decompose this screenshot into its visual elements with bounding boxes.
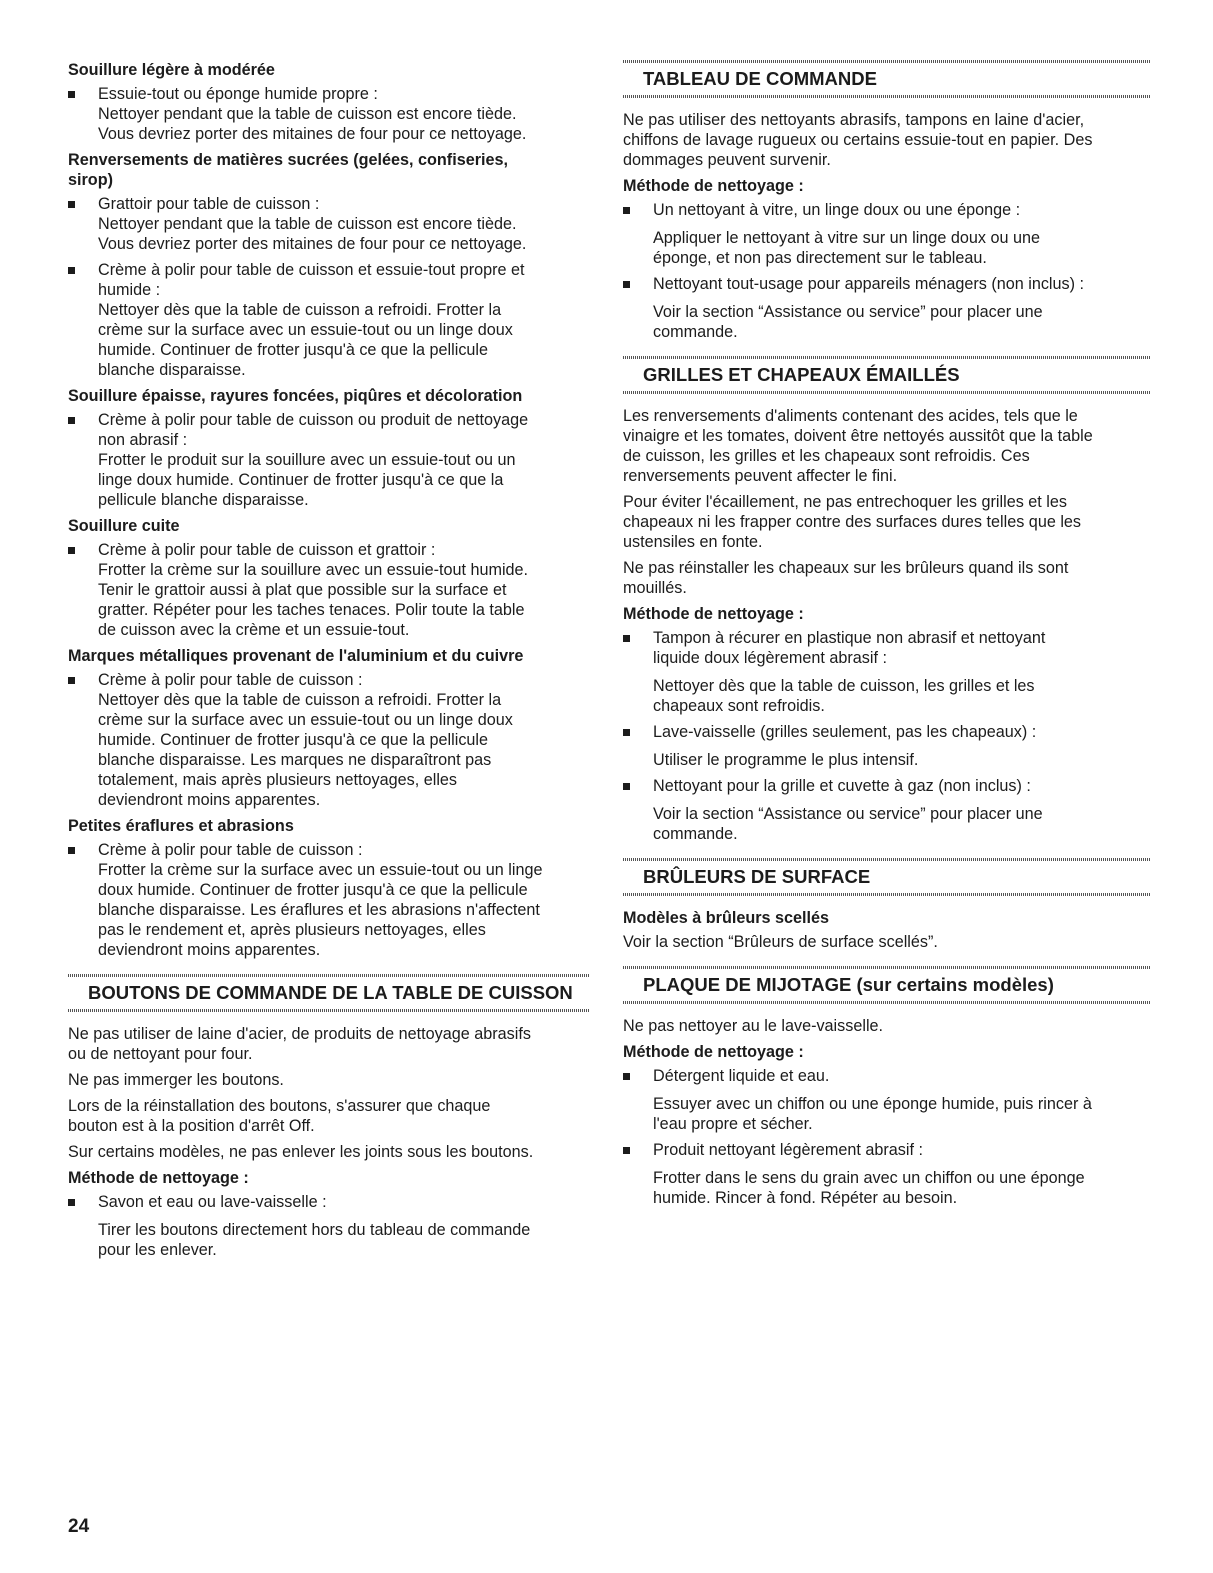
paragraph — [623, 558, 1150, 598]
right-column — [623, 60, 1150, 1214]
item-line: pellicule blanche disparaisse. — [98, 491, 309, 509]
paragraph-line: ustensiles en fonte. — [623, 533, 763, 551]
paragraph — [68, 1070, 590, 1090]
dotted-rule — [623, 95, 1150, 98]
item-line: Utiliser le programme le plus intensif. — [653, 751, 919, 769]
dotted-rule — [623, 391, 1150, 394]
paragraph-line: Sur certains modèles, ne pas enlever les joints sous les boutons. — [68, 1143, 534, 1161]
item-line: commande. — [653, 323, 738, 341]
paragraph-line: de cuisson, les grilles et les chapeaux sont refroidis. Ces — [623, 447, 1030, 465]
list-item — [68, 84, 590, 144]
section-title: GRILLES ET CHAPEAUX ÉMAILLÉS — [643, 364, 960, 385]
list-item — [623, 1066, 1150, 1086]
paragraph — [68, 1024, 590, 1064]
paragraph — [623, 110, 1150, 170]
item-line: Voir la section “Assistance ou service” pour placer une — [653, 303, 1043, 321]
item-line: Frotter le produit sur la souillure avec un essuie-tout ou un — [98, 451, 516, 469]
paragraph-line: vinaigre et les tomates, doivent être nettoyés aussitôt que la table — [623, 427, 1093, 445]
list-item — [68, 540, 590, 640]
section-title: PLAQUE DE MIJOTAGE (sur certains modèles) — [643, 974, 1054, 995]
dotted-rule — [68, 1009, 590, 1012]
item-line: Grattoir pour table de cuisson : — [98, 195, 320, 213]
paragraph-line: Pour éviter l'écaillement, ne pas entrechoquer les grilles et les — [623, 493, 1067, 511]
paragraph — [68, 1142, 590, 1162]
section-header — [623, 356, 1150, 394]
item-line: blanche disparaisse. — [98, 361, 246, 379]
item-line: l'eau propre et sécher. — [653, 1115, 813, 1133]
item-line: doux humide. Continuer de frotter jusqu'à ce que la pellicule — [98, 881, 528, 899]
section-header — [623, 858, 1150, 896]
paragraph — [623, 492, 1150, 552]
item-line: éponge, et non pas directement sur le tableau. — [653, 249, 987, 267]
list-item — [623, 776, 1150, 796]
item-body — [653, 302, 1150, 342]
item-body — [653, 750, 1150, 770]
item-body — [653, 228, 1150, 268]
list-item — [68, 840, 590, 960]
item-line: chapeaux sont refroidis. — [653, 697, 825, 715]
paragraph — [623, 1016, 1150, 1036]
item-body — [653, 1094, 1150, 1134]
item-label: Nettoyant tout-usage pour appareils ménagers (non inclus) : — [653, 275, 1085, 293]
method-heading: Méthode de nettoyage : — [623, 605, 804, 623]
subheading: Souillure épaisse, rayures foncées, piqûres et décoloration — [68, 387, 523, 405]
item-line: Frotter la crème sur la surface avec un essuie-tout ou un linge — [98, 861, 543, 879]
bullet-icon — [623, 635, 630, 642]
item-line: pas le rendement et, après plusieurs nettoyages, elles — [98, 921, 486, 939]
list-item — [68, 194, 590, 254]
section-title: BOUTONS DE COMMANDE DE LA TABLE DE CUISSON — [88, 982, 573, 1003]
paragraph-line: chiffons de lavage rugueux ou certains essuie-tout en papier. Des — [623, 131, 1093, 149]
item-body — [98, 1220, 590, 1260]
item-line: blanche disparaisse. Les marques ne disparaîtront pas — [98, 751, 492, 769]
list-item — [623, 1140, 1150, 1160]
item-label: Savon et eau ou lave-vaisselle : — [98, 1193, 327, 1211]
subheading-line: Renversements de matières sucrées (gelées, confiseries, — [68, 151, 508, 169]
subheading: Petites éraflures et abrasions — [68, 817, 294, 835]
paragraph — [623, 406, 1150, 486]
item-line: humide. Continuer de frotter jusqu'à ce que la pellicule — [98, 731, 489, 749]
item-line: deviendront moins apparentes. — [98, 791, 321, 809]
item-label: Tampon à récurer en plastique non abrasif et nettoyant — [653, 629, 1046, 647]
list-item — [623, 628, 1150, 668]
section-header — [623, 966, 1150, 1004]
item-line: de cuisson avec la crème et un essuie-tout. — [98, 621, 410, 639]
item-line: Crème à polir pour table de cuisson : — [98, 671, 363, 689]
item-line: Frotter la crème sur la souillure avec un essuie-tout humide. — [98, 561, 529, 579]
section-header — [623, 60, 1150, 98]
method-heading: Méthode de nettoyage : — [68, 1169, 249, 1187]
item-body — [653, 1168, 1150, 1208]
paragraph-line: bouton est à la position d'arrêt Off. — [68, 1117, 315, 1135]
method-heading: Méthode de nettoyage : — [623, 177, 804, 195]
bullet-icon — [623, 207, 630, 214]
bullet-icon — [68, 91, 75, 98]
item-line: Essuyer avec un chiffon ou une éponge humide, puis rincer à — [653, 1095, 1092, 1113]
item-line: Vous devriez porter des mitaines de four pour ce nettoyage. — [98, 235, 527, 253]
subheading — [68, 150, 590, 190]
list-item — [623, 274, 1150, 294]
paragraph-line: Les renversements d'aliments contenant des acides, tels que le — [623, 407, 1078, 425]
list-item — [68, 410, 590, 510]
paragraph-line: Lors de la réinstallation des boutons, s'assurer que chaque — [68, 1097, 491, 1115]
bullet-icon — [623, 1147, 630, 1154]
item-line: Crème à polir pour table de cuisson et grattoir : — [98, 541, 436, 559]
item-line: Essuie-tout ou éponge humide propre : — [98, 85, 378, 103]
item-line: Crème à polir pour table de cuisson ou produit de nettoyage — [98, 411, 529, 429]
item-line: linge doux humide. Continuer de frotter jusqu'à ce que la — [98, 471, 504, 489]
paragraph-line: chapeaux ni les frapper contre des surfaces dures telles que les — [623, 513, 1082, 531]
item-body — [653, 804, 1150, 844]
subheading-line: sirop) — [68, 171, 113, 189]
list-item — [68, 670, 590, 810]
subheading: Modèles à brûleurs scellés — [623, 909, 830, 927]
paragraph — [68, 1096, 590, 1136]
item-label: liquide doux légèrement abrasif : — [653, 649, 887, 667]
paragraph-line: Ne pas nettoyer au le lave-vaisselle. — [623, 1017, 884, 1035]
section-title: TABLEAU DE COMMANDE — [643, 68, 877, 89]
bullet-icon — [68, 1199, 75, 1206]
item-line: Nettoyer pendant que la table de cuisson est encore tiède. — [98, 105, 517, 123]
paragraph-line: Ne pas utiliser de laine d'acier, de produits de nettoyage abrasifs — [68, 1025, 531, 1043]
list-item — [68, 1192, 590, 1212]
item-line: crème sur la surface avec un essuie-tout ou un linge doux — [98, 321, 513, 339]
item-label: Lave-vaisselle (grilles seulement, pas les chapeaux) : — [653, 723, 1037, 741]
item-line: Vous devriez porter des mitaines de four pour ce nettoyage. — [98, 125, 527, 143]
bullet-icon — [68, 847, 75, 854]
item-line: Tenir le grattoir aussi à plat que possible sur la surface et — [98, 581, 507, 599]
list-item — [68, 260, 590, 380]
item-body — [653, 676, 1150, 716]
item-label: Nettoyant pour la grille et cuvette à gaz (non inclus) : — [653, 777, 1031, 795]
section-title: BRÛLEURS DE SURFACE — [643, 866, 871, 887]
bullet-icon — [623, 729, 630, 736]
item-line: Frotter dans le sens du grain avec un chiffon ou une éponge — [653, 1169, 1085, 1187]
item-line: Crème à polir pour table de cuisson : — [98, 841, 363, 859]
item-line: Appliquer le nettoyant à vitre sur un linge doux ou une — [653, 229, 1040, 247]
item-line: commande. — [653, 825, 738, 843]
list-item — [623, 722, 1150, 742]
paragraph-line: Ne pas réinstaller les chapeaux sur les brûleurs quand ils sont — [623, 559, 1069, 577]
bullet-icon — [68, 201, 75, 208]
item-label: Détergent liquide et eau. — [653, 1067, 830, 1085]
bullet-icon — [623, 281, 630, 288]
left-column — [68, 60, 590, 1266]
paragraph-line: renversements peuvent affecter le fini. — [623, 467, 898, 485]
paragraph-line: Ne pas utiliser des nettoyants abrasifs, tampons en laine d'acier, — [623, 111, 1085, 129]
item-label: Un nettoyant à vitre, un linge doux ou une éponge : — [653, 201, 1021, 219]
item-line: non abrasif : — [98, 431, 188, 449]
item-line: blanche disparaisse. Les éraflures et les abrasions n'affectent — [98, 901, 540, 919]
item-line: gratter. Répéter pour les taches tenaces. Polir toute la table — [98, 601, 525, 619]
bullet-icon — [68, 417, 75, 424]
item-line: Tirer les boutons directement hors du tableau de commande — [98, 1221, 531, 1239]
subheading: Marques métalliques provenant de l'aluminium et du cuivre — [68, 647, 524, 665]
paragraph-line: mouillés. — [623, 579, 687, 597]
item-line: Crème à polir pour table de cuisson et essuie-tout propre et — [98, 261, 525, 279]
item-line: deviendront moins apparentes. — [98, 941, 321, 959]
item-line: Nettoyer dès que la table de cuisson a refroidi. Frotter la — [98, 301, 502, 319]
item-line: Voir la section “Assistance ou service” pour placer une — [653, 805, 1043, 823]
list-item — [623, 200, 1150, 220]
subheading: Souillure cuite — [68, 517, 180, 535]
item-label: Produit nettoyant légèrement abrasif : — [653, 1141, 923, 1159]
item-line: Nettoyer dès que la table de cuisson, les grilles et les — [653, 677, 1035, 695]
section-header — [68, 974, 590, 1012]
dotted-rule — [623, 893, 1150, 896]
item-line: humide. Rincer à fond. Répéter au besoin. — [653, 1189, 958, 1207]
paragraph-line: ou de nettoyant pour four. — [68, 1045, 253, 1063]
method-heading: Méthode de nettoyage : — [623, 1043, 804, 1061]
item-line: totalement, mais après plusieurs nettoyages, elles — [98, 771, 458, 789]
item-line: Nettoyer pendant que la table de cuisson est encore tiède. — [98, 215, 517, 233]
paragraph-line: Ne pas immerger les boutons. — [68, 1071, 284, 1089]
paragraph-line: dommages peuvent survenir. — [623, 151, 831, 169]
item-line: humide. Continuer de frotter jusqu'à ce que la pellicule — [98, 341, 489, 359]
bullet-icon — [68, 677, 75, 684]
item-line: pour les enlever. — [98, 1241, 217, 1259]
bullet-icon — [68, 547, 75, 554]
item-line: crème sur la surface avec un essuie-tout ou un linge doux — [98, 711, 513, 729]
item-line: Nettoyer dès que la table de cuisson a refroidi. Frotter la — [98, 691, 502, 709]
paragraph: Voir la section “Brûleurs de surface scellés”. — [623, 933, 938, 951]
bullet-icon — [623, 783, 630, 790]
dotted-rule — [623, 1001, 1150, 1004]
bullet-icon — [623, 1073, 630, 1080]
subheading: Souillure légère à modérée — [68, 61, 275, 79]
item-line: humide : — [98, 281, 161, 299]
bullet-icon — [68, 267, 75, 274]
page-number: 24 — [68, 1516, 90, 1537]
